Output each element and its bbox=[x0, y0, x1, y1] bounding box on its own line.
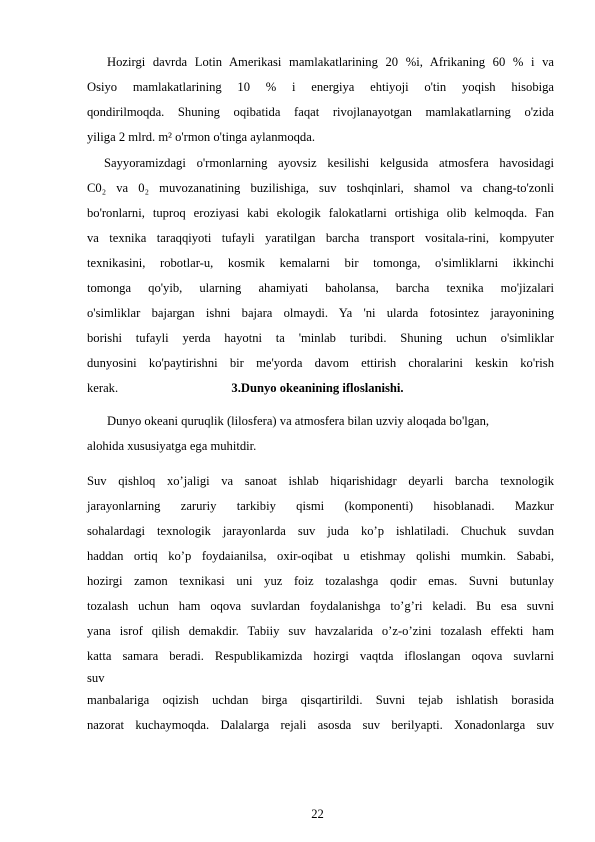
paragraph-3-line-1: Dunyo okeani quruqlik (lilosfera) va atmosfera bilan uzviy aloqada bo'lgan, bbox=[107, 414, 490, 428]
paragraph-1-line-2: Osiyo mamlakatlarining 10 % i energiya ehtiyoji o'tin yoqish hisobiga bbox=[87, 80, 554, 94]
paragraph-1-line-3: qondirilmoqda. Shuning oqibatida faqat rivojlanayotgan mamlakatlarning o'zida bbox=[87, 105, 554, 119]
page-number: 22 bbox=[311, 807, 324, 821]
paragraph-2-line-4: va texnika taraqqiyoti tufayli yaratilgan barcha transport vositala-rini, kompyuter bbox=[87, 231, 554, 245]
paragraph-4-line-2: jarayonlarning zaruriy tarkibiy qismi (komponenti) hisoblanadi. Mazkur bbox=[87, 499, 554, 513]
paragraph-3-line-2: alohida xususiyatga ega muhitdir. bbox=[87, 439, 257, 453]
paragraph-4-line-5: hozirgi zamon texnikasi uni yuz foiz tozalashga qodir emas. Suvni butunlay bbox=[87, 574, 554, 588]
section-heading: 3.Dunyo okeanining ifloslanishi. bbox=[231, 381, 404, 395]
paragraph-2-line-3: bo'ronlarni, tuproq eroziyasi kabi ekologik falokatlarni ortishiga olib kelmoqda. Fan bbox=[87, 206, 554, 220]
paragraph-2-line-2: C0₂ va 0₂ muvozanatining buzilishiga, suv toshqinlari, shamol va chang-to'zonli bbox=[87, 181, 554, 195]
paragraph-4-line-4: haddan ortiq ko’p foydaianilsa, oxir-oqibat u etishmay qolishi mumkin. Sababi, bbox=[87, 549, 554, 563]
paragraph-4-line-11: nazorat kuchaymoqda. Dalalarga rejali asosda suv berilyapti. Xonadonlarga suv bbox=[87, 718, 554, 732]
paragraph-4-line-8: katta samara beradi. Respublikamizda hozirgi vaqtda ifloslangan oqova suvlarni bbox=[87, 649, 554, 663]
paragraph-4-line-1: Suv qishloq xo’jaligi va sanoat ishlab hiqarishidagr deyarli barcha texnologik bbox=[87, 474, 554, 488]
paragraph-1-line-1: Hozirgi davrda Lotin Amerikasi mamlakatlarining 20 %i, Afrikaning 60 % i va bbox=[107, 55, 554, 69]
paragraph-4-line-10: manbalariga oqizish uchdan birga qisqartirildi. Suvni tejab ishlatish borasida bbox=[87, 693, 554, 707]
paragraph-2-line-7: o'simliklar bajargan ishni bajara olmaydi. Ya 'ni ularda fotosintez jarayonining bbox=[87, 306, 554, 320]
paragraph-4-line-7: yana isrof qilish demakdir. Tabiiy suv havzalarida o’z-o’zini tozalash effekti ham bbox=[87, 624, 554, 638]
paragraph-1-line-4: yiliga 2 mlrd. m² o'rmon o'tinga aylanmoqda. bbox=[87, 130, 315, 144]
paragraph-2-line-1: Sayyoramizdagi o'rmonlarning ayovsiz kesilishi kelgusida atmosfera havosidagi bbox=[104, 156, 554, 170]
paragraph-2-line-10: kerak. bbox=[87, 381, 119, 395]
paragraph-2-line-8: borishi tufayli yerda hayotni ta 'minlab turibdi. Shuning uchun o'simliklar bbox=[87, 331, 554, 345]
paragraph-4-line-6: tozalash uchun ham oqova suvlardan foydalanishga to’g’ri keladi. Bu esa suvni bbox=[87, 599, 554, 613]
paragraph-4-line-9: suv bbox=[87, 671, 105, 685]
paragraph-4-line-3: sohalardagi texnologik jarayonlarda suv juda ko’p ishlatiladi. Chuchuk suvdan bbox=[87, 524, 554, 538]
paragraph-2-line-9: dunyosini ko'paytirishni bir me'yorda davom ettirish choralarini keskin ko'rish bbox=[87, 356, 554, 370]
paragraph-2-line-6: tomonga qo'yib, ularning ahamiyati baholansa, barcha texnika mo'jizalari bbox=[87, 281, 554, 295]
paragraph-2-line-5: texnikasini, robotlar-u, kosmik kemalarni bir tomonga, o'simliklarni ikkinchi bbox=[87, 256, 554, 270]
